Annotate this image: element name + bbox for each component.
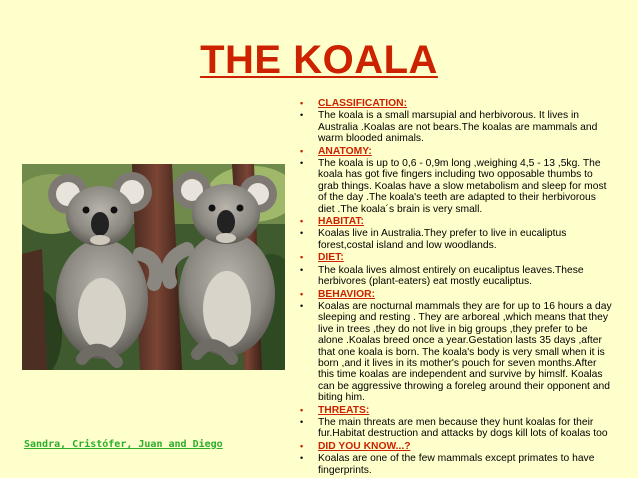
heading-behavior: • BEHAVIOR: [300,289,614,300]
text-diet: • The koala lives almost entirely on eucaliptus leaves.These herbivores (plant-eaters) eat mostly eucaliptus. [300,265,614,288]
text-anatomy: • The koala is up to 0,6 - 0,9m long ,weighing 4,5 - 13 ,5kg. The koala has got five fingers including two opposable thumbs to grab things. Koalas have a slow metabolism and sleep for most of the day .The koala's teeth are adapted to their herbivorous diet .The koala´s brain is very small. [300,158,614,215]
koala-photo [22,164,285,370]
text-classification: • The koala is a small marsupial and herbivorous. It lives in Australia .Koalas are not bears.The koalas are mammals and warm blooded animals. [300,110,614,144]
authors-credit: Sandra, Cristófer, Juan and Diego [24,439,223,450]
text-behavior: • Koalas are nocturnal mammals they are for up to 16 hours a day sleeping and resting . They are arboreal ,which means that they live in trees ,they do not live in big groups ,they prefer to be alone .Koalas breed once a year.Gestation lasts 35 days ,after that one koala is born. The koala's body is very small when it is born ,and it lives in its mother's pouch for seven months.After this time koalas are independent and survive by himslf. Koalas can be aggressive throwing a foreleg around their opponent and biting him. [300,301,614,404]
text-did-you-know: • Koalas are one of the few mammals except primates to have fingerprints. [300,453,614,476]
heading-anatomy: • ANATOMY: [300,146,614,157]
text-habitat: • Koalas live in Australia.They prefer to live in eucaliptus forest,costal island and low woodlands. [300,228,614,251]
heading-threats: • THREATS: [300,405,614,416]
koala-facts-list [300,97,614,477]
heading-classification: • CLASSIFICATION: [300,98,614,109]
text-threats: • The main threats are men because they hunt koalas for their fur.Habitat destruction and attacks by dogs kill lots of koalas too [300,417,614,440]
heading-did-you-know: • DID YOU KNOW...? [300,441,614,452]
heading-diet: • DIET: [300,252,614,263]
page-title: THE KOALA [200,38,438,82]
heading-habitat: • HABITAT: [300,216,614,227]
